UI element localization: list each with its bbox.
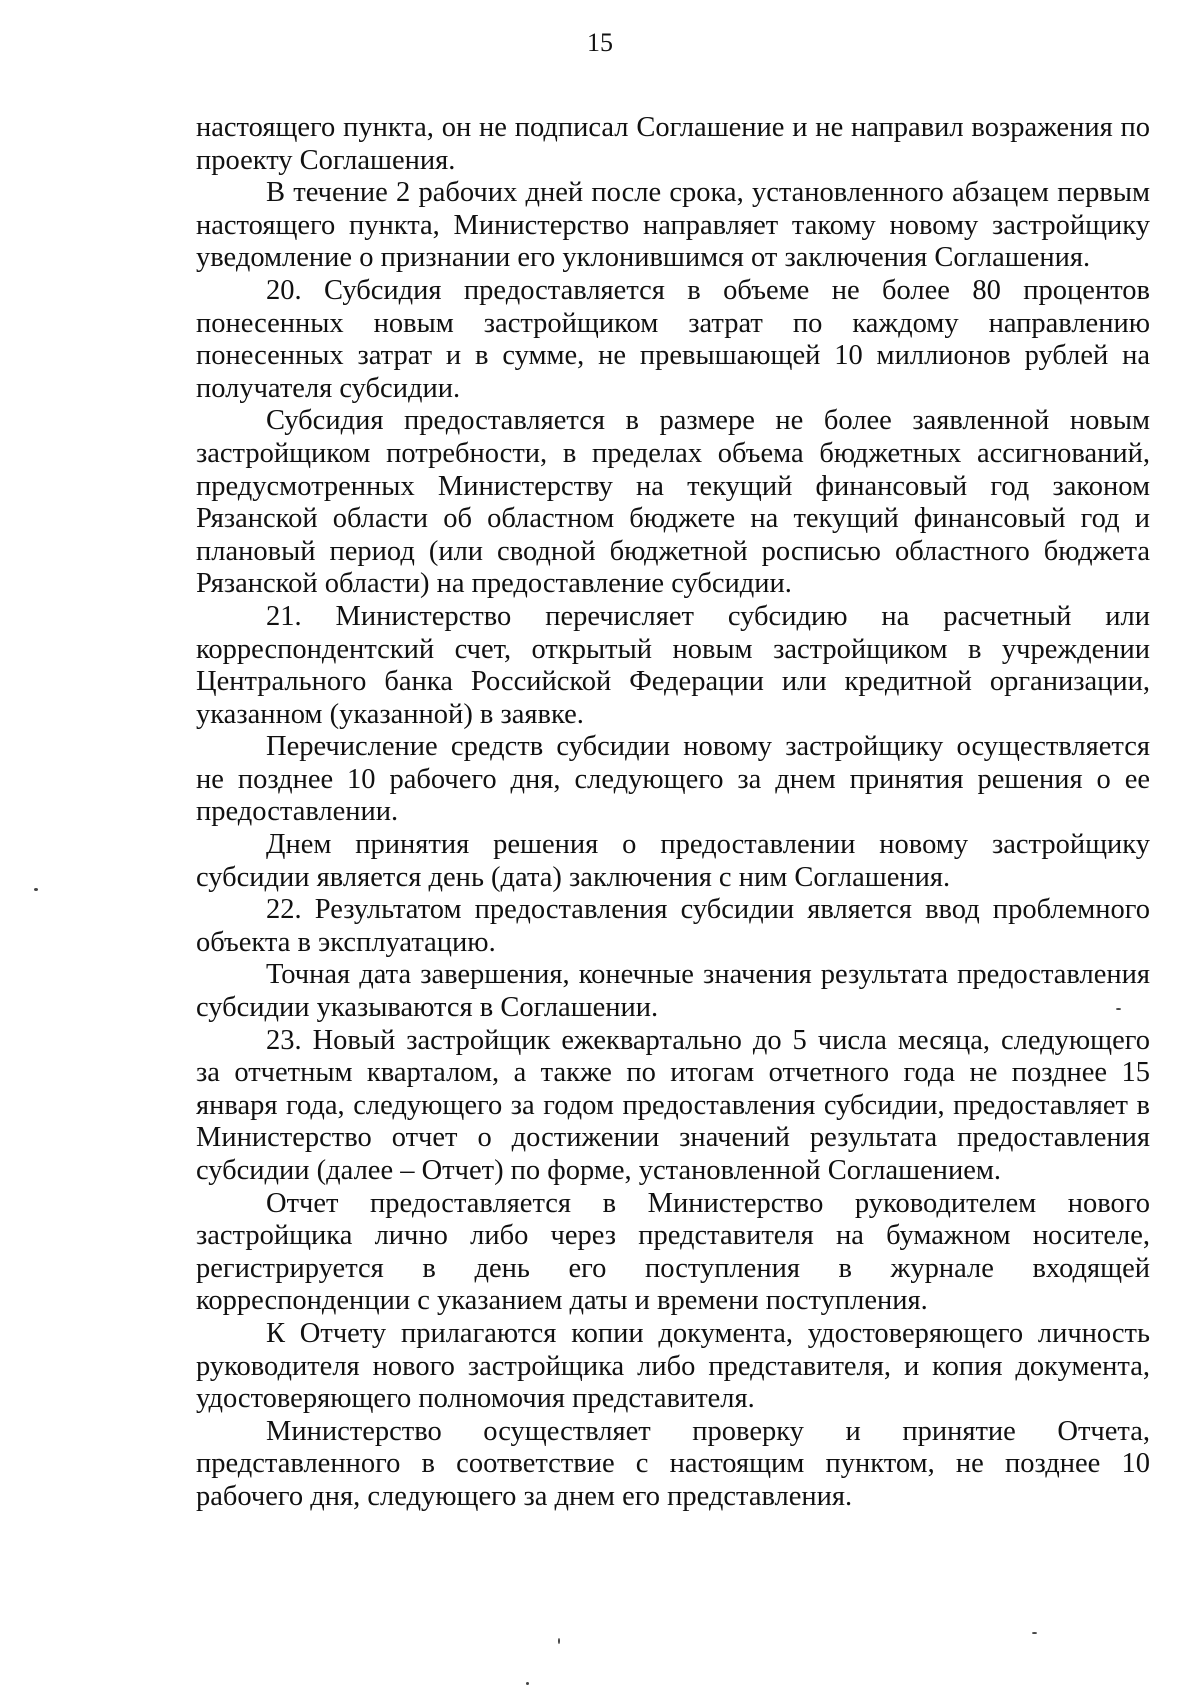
paragraph-decision-date: Днем принятия решения о предоставлении новому застройщику субсидии является день (дата) заключения с ним Соглашения. bbox=[196, 829, 1150, 893]
scan-speck bbox=[1032, 1632, 1037, 1634]
paragraph-item-23: 23. Новый застройщик ежеквартально до 5 числа месяца, следующего за отчетным кварталом, а также по итогам отчетного года не позднее 15 января года, следующего за годом предоставления субсидии, предоставляет в Министерство отчет о достижении значений результата предоставления субсидии (далее – Отчет) по форме, установленной Соглашением. bbox=[196, 1024, 1150, 1186]
paragraph-result-values: Точная дата завершения, конечные значения результата предоставления субсидии указываются в Соглашении. bbox=[196, 959, 1150, 1024]
page-number: 15 bbox=[587, 28, 613, 57]
scan-speck bbox=[558, 1638, 560, 1644]
paragraph-notification-deadline: В течение 2 рабочих дней после срока, установленного абзацем первым настоящего пункта, Министерство направляет такому новому застройщику уведомление о признании его уклонившимся от заключения Соглашения. bbox=[196, 177, 1150, 274]
paragraph-report-submission: Отчет предоставляется в Министерство руководителем нового застройщика лично либо через представителя на бумажном носителе, регистрируется в день его поступления в журнале входящей корреспонденции с указанием даты и времени поступления. bbox=[196, 1187, 1150, 1317]
paragraph-transfer-timing: Перечисление средств субсидии новому застройщику осуществляется не позднее 10 рабочего дня, следующего за днем принятия решения о ее предоставлении. bbox=[196, 731, 1150, 828]
paragraph-report-attachments: К Отчету прилагаются копии документа, удостоверяющего личность руководителя нового застройщика либо представителя, и копия документа, удостоверяющего полномочия представителя. bbox=[196, 1317, 1150, 1415]
paragraph-report-review: Министерство осуществляет проверку и принятие Отчета, представленного в соответствие с настоящим пунктом, не позднее 10 рабочего дня, следующего за днем его представления. bbox=[196, 1415, 1150, 1512]
paragraph-continuation: настоящего пункта, он не подписал Соглашение и не направил возражения по проекту Соглашения. bbox=[196, 112, 1150, 176]
paragraph-subsidy-amount: Субсидия предоставляется в размере не более заявленной новым застройщиком потребности, в пределах объема бюджетных ассигнований, предусмотренных Министерству на текущий финансовый год законом Рязанской области об областном бюджете на текущий финансовый год и плановый период (или сводной бюджетной росписью областного бюджета Рязанской области) на предоставление субсидии. bbox=[196, 405, 1150, 600]
scan-speck bbox=[34, 888, 38, 891]
scan-speck bbox=[1116, 1008, 1121, 1010]
paragraph-item-21: 21. Министерство перечисляет субсидию на расчетный или корреспондентский счет, открытый новым застройщиком в учреждении Центрального банка Российской Федерации или кредитной организации, указанном (указанной) в заявке. bbox=[196, 600, 1150, 730]
document-body bbox=[196, 112, 1150, 1514]
paragraph-item-22: 22. Результатом предоставления субсидии является ввод проблемного объекта в эксплуатацию. bbox=[196, 894, 1150, 958]
scan-speck bbox=[526, 1682, 529, 1685]
paragraph-item-20: 20. Субсидия предоставляется в объеме не более 80 процентов понесенных новым застройщиком затрат по каждому направлению понесенных затрат и в сумме, не превышающей 10 миллионов рублей на получателя субсидии. bbox=[196, 274, 1150, 404]
